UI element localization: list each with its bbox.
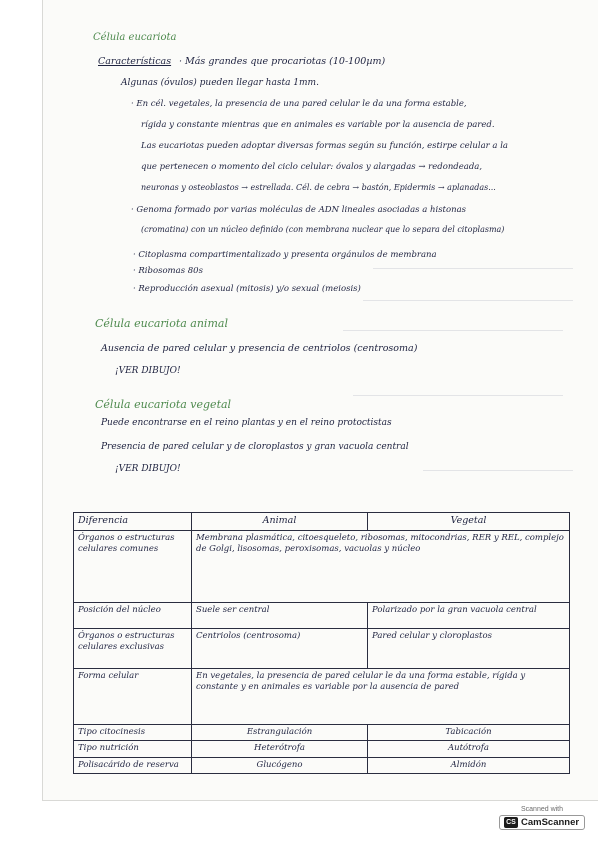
row-vegetal: Almidón [368,757,570,773]
table-row [74,602,570,628]
table-row [74,668,570,724]
shape-bullet-line-5: neuronas y osteoblastos → estrellada. Cél. de cebra → bastón, Epidermis → aplanadas... [141,183,496,192]
row-label: Polisacárido de reserva [74,757,192,773]
row-animal: Suele ser central [192,602,368,628]
plant-see-drawing: ¡VER DIBUJO! [115,464,181,474]
row-animal: Centriolos (centrosoma) [192,628,368,668]
table-row [74,530,570,602]
characteristics-heading: Características [98,56,172,67]
row-shared-value: En vegetales, la presencia de pared celular le da una forma estable, rígida y constante y en animales es variable por la ausencia de pared [192,668,570,724]
shape-bullet-line-1: · En cél. vegetales, la presencia de una pared celular le da una forma estable, [131,99,467,109]
animal-see-drawing: ¡VER DIBUJO! [115,366,181,376]
notebook-page [42,0,598,801]
bleed-through-line [423,470,573,471]
camscanner-logo-icon: CS [504,817,518,828]
row-label: Tipo citocinesis [74,724,192,740]
header-vegetal: Vegetal [368,513,570,531]
camscanner-brand: CamScanner [521,817,580,828]
row-shared-value: Membrana plasmática, citoesqueleto, ribosomas, mitocondrias, RER y REL, complejo de Golgi, lisosomas, peroxisomas, vacuolas y núcleo [192,530,570,602]
row-label: Posición del núcleo [74,602,192,628]
row-vegetal: Tabicación [368,724,570,740]
table-row [74,628,570,668]
table-row [74,724,570,740]
header-animal: Animal [192,513,368,531]
row-vegetal: Polarizado por la gran vacuola central [368,602,570,628]
row-label: Órganos o estructuras celulares comunes [74,530,192,602]
row-animal: Estrangulación [192,724,368,740]
table-header-row [74,513,570,531]
camscanner-watermark [499,806,585,838]
page-title: Célula eucariota [93,32,177,43]
shape-bullet-line-4: que pertenecen o momento del ciclo celular: óvalos y alargadas → redondeada, [141,162,483,172]
row-label: Tipo nutrición [74,741,192,757]
bleed-through-line [353,395,563,396]
ribosome-bullet: · Ribosomas 80s [133,266,203,276]
animal-cell-title: Célula eucariota animal [95,317,228,330]
bleed-through-line [363,300,573,301]
bleed-through-line [343,330,563,331]
bleed-through-line [373,268,573,269]
size-note: Algunas (óvulos) pueden llegar hasta 1mm. [121,78,319,88]
header-diferencia: Diferencia [74,513,192,531]
genome-line-1: · Genoma formado por varias moléculas de ADN lineales asociadas a histonas [131,205,466,215]
size-line: · Más grandes que procariotas (10-100µm) [179,56,386,67]
genome-line-2: (cromatina) con un núcleo definido (con membrana nuclear que lo separa del citoplasma) [141,225,505,234]
camscanner-badge [499,815,585,830]
row-label: Forma celular [74,668,192,724]
plant-cell-title: Célula eucariota vegetal [95,398,232,411]
shape-bullet-line-3: Las eucariotas pueden adoptar diversas formas según su función, estirpe celular a la [141,141,508,151]
reproduction-bullet: · Reproducción asexual (mitosis) y/o sexual (meiosis) [133,284,361,294]
table-row [74,741,570,757]
row-vegetal: Autótrofa [368,741,570,757]
plant-cell-line-2: Presencia de pared celular y de cloroplastos y gran vacuola central [101,442,409,452]
comparison-table [73,512,570,774]
row-vegetal: Pared celular y cloroplastos [368,628,570,668]
shape-bullet-line-2: rígida y constante mientras que en animales es variable por la ausencia de pared. [141,120,495,130]
scanned-with-label: Scanned with [520,806,564,813]
cytoplasm-bullet: · Citoplasma compartimentalizado y presenta orgánulos de membrana [133,250,437,260]
plant-cell-line-1: Puede encontrarse en el reino plantas y en el reino protoctistas [101,418,392,428]
row-animal: Glucógeno [192,757,368,773]
table-row [74,757,570,773]
animal-cell-line: Ausencia de pared celular y presencia de centriolos (centrosoma) [101,343,418,354]
row-label: Órganos o estructuras celulares exclusivas [74,628,192,668]
row-animal: Heterótrofa [192,741,368,757]
